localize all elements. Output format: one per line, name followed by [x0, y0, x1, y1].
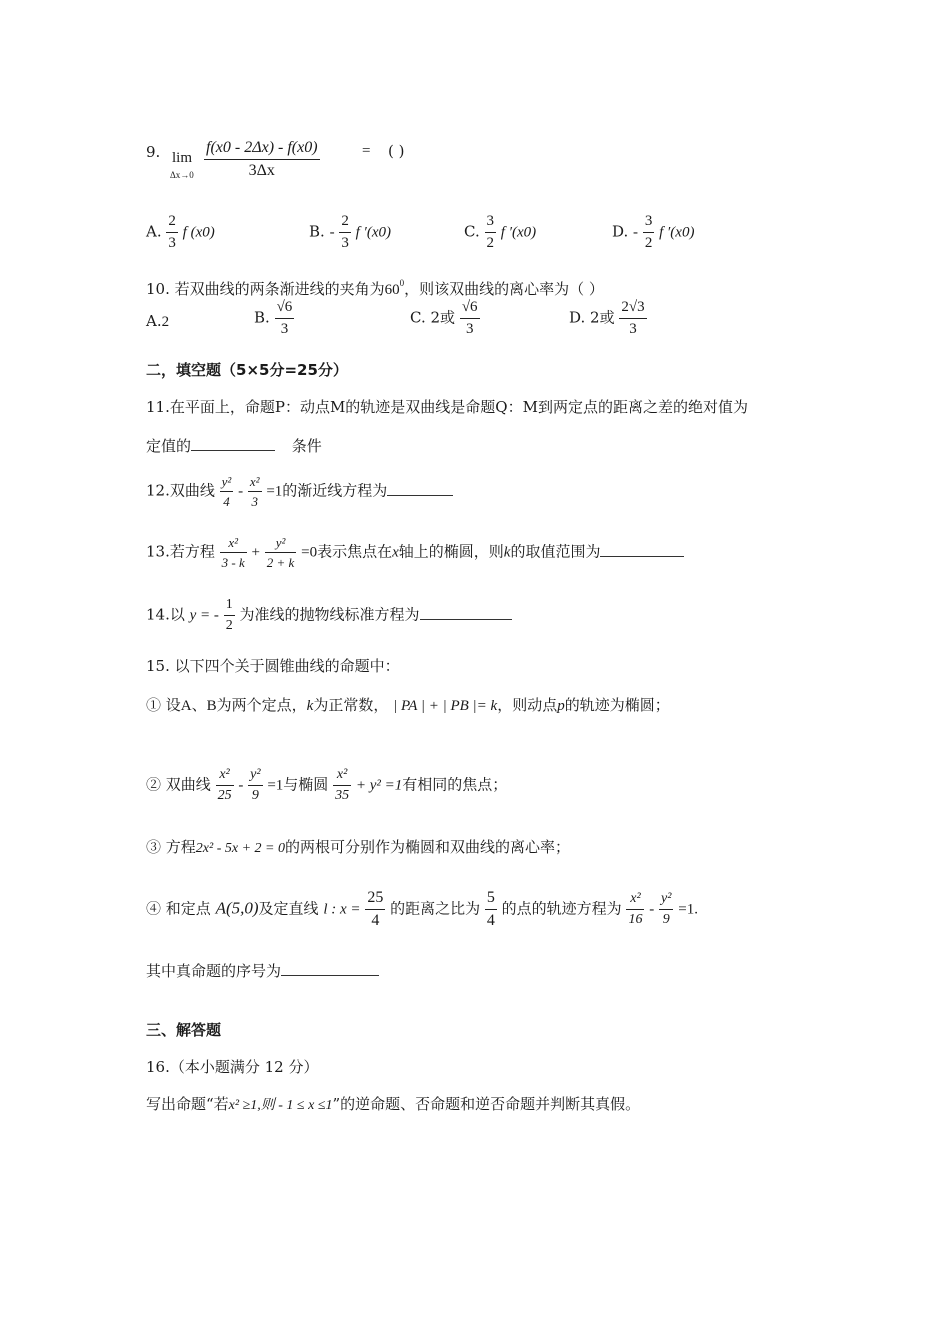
s4-eq: =1 [678, 901, 695, 918]
q14-suffix: 为准线的抛物线标准方程为 [239, 605, 420, 624]
s2-f2-num: y² [248, 768, 262, 786]
q14-f-num: 1 [224, 598, 235, 616]
option-expr: f ′(x0) [659, 224, 695, 241]
option-label: A. [146, 312, 162, 330]
q9-option-a [146, 214, 215, 251]
option-den: 2 [644, 235, 653, 251]
s4-f2-num: 5 [485, 890, 497, 910]
s3-text: ③ 方程 [146, 838, 196, 856]
s4-f4-num: y² [659, 892, 673, 910]
q12-f1-den: 4 [223, 494, 230, 509]
section-3-title: 三、解答题 [146, 1021, 222, 1039]
option-expr: f (x0) [182, 224, 215, 241]
q9-option-c [464, 214, 536, 251]
q10-option-c [410, 300, 480, 337]
q9-fraction [204, 140, 320, 179]
option-label: D. [569, 308, 586, 327]
option-den: 3 [168, 235, 176, 251]
s4-text4: 的点的轨迹方程为 [501, 899, 622, 918]
q9-lim-sub: Δx→0 [170, 170, 194, 180]
q16-text2: ”的逆命题、否命题和逆否命题并判断其真假。 [332, 1095, 641, 1113]
s4-f4-den: 9 [662, 912, 670, 927]
option-den: 3 [629, 321, 637, 337]
q13-suffix: 的取值范围为 [510, 542, 601, 561]
s1-points: A、B [180, 698, 217, 714]
q14-prefix: 14.以 [146, 605, 185, 624]
s1-text2: 为两个定点， [216, 696, 307, 714]
option-label: C. [464, 222, 480, 241]
s1-text: ① 设 [146, 696, 181, 714]
s4-f1-den: 4 [371, 912, 380, 929]
q11-blank[interactable] [191, 436, 275, 451]
s4-text2: 及定直线 [258, 899, 319, 918]
s2-f3-num: x² [333, 768, 351, 786]
s4-dot: . [694, 901, 698, 918]
option-num: √6 [275, 300, 295, 319]
q14-stem [146, 598, 512, 633]
q12-stem [146, 475, 453, 508]
option-prefix: 2或 [590, 308, 615, 327]
q9-denominator: 3Δx [248, 162, 275, 179]
q13-f2-num: y² [265, 536, 297, 553]
q9-option-d [612, 214, 694, 251]
option-expr: f ′(x0) [355, 224, 391, 241]
s2-text: ② 双曲线 [146, 775, 211, 794]
s4-point: A(5,0) [215, 898, 259, 918]
q10-option-b [254, 300, 294, 337]
q13-eq: =0 [301, 544, 318, 561]
q10-option-a [146, 312, 169, 331]
q10-stem [146, 273, 604, 300]
option-den: 2 [486, 235, 494, 251]
option-label: B. [254, 308, 270, 327]
option-sign: - [633, 224, 639, 241]
q13-plus: + [251, 544, 260, 561]
s4-f2-den: 4 [486, 912, 495, 929]
q13-prefix: 13.若方程 [146, 542, 215, 561]
option-num: 2 [166, 214, 178, 233]
q12-eq: =1 [266, 483, 283, 500]
option-label: A. [146, 222, 162, 241]
q13-k: k [503, 544, 511, 561]
s3-equation: 2x² - 5x + 2 = 0 [195, 841, 285, 856]
option-label: C. [410, 308, 426, 327]
q15-intro: 15. 以下四个关于圆锥曲线的命题中： [146, 657, 400, 675]
q10-angle-sup: 0 [399, 278, 405, 288]
q16-math: x² ≥1,则 - 1 ≤ x ≤1 [228, 1098, 333, 1113]
q10-angle: 60 [384, 282, 400, 298]
option-den: 3 [341, 235, 349, 251]
q9-lim: lim [172, 150, 193, 166]
q9-numerator: f(x0 - 2Δx) - f(x0) [204, 140, 320, 160]
q14-blank[interactable] [420, 605, 512, 620]
s4-line: l : x = [323, 901, 361, 918]
option-num: 3 [485, 214, 497, 233]
s4-f3-num: x² [626, 892, 644, 910]
option-num: 2√3 [619, 300, 646, 319]
q12-prefix: 12.双曲线 [146, 481, 215, 500]
q15-statement-3 [146, 837, 570, 859]
q13-stem [146, 536, 684, 569]
q11-suffix: 条件 [291, 437, 322, 455]
option-num: 3 [643, 214, 655, 233]
q12-blank[interactable] [387, 481, 453, 496]
s2-f2-den: 9 [251, 788, 259, 803]
s2-f1-num: x² [216, 768, 234, 786]
q14-f-den: 2 [225, 618, 233, 633]
q13-blank[interactable] [600, 542, 684, 557]
q9-eq: = [362, 143, 371, 159]
s4-text: ④ 和定点 [146, 899, 211, 918]
q12-minus: - [238, 483, 244, 500]
q15-answer-label: 其中真命题的序号为 [146, 962, 282, 980]
option-label: B. [309, 222, 325, 241]
q13-f1-num: x² [220, 536, 247, 553]
q13-f1-den: 3 - k [221, 555, 245, 570]
q9-option-b [309, 214, 391, 251]
s4-f3-den: 16 [628, 912, 643, 927]
s2-f3-den: 35 [335, 788, 350, 803]
option-expr: f ′(x0) [500, 224, 537, 241]
q11-text: 定值的 [146, 437, 192, 455]
q11-line1: 11.在平面上，命题P：动点M的轨迹是双曲线是命题Q：M到两定点的距离之差的绝对值为 [146, 398, 748, 416]
q13-axis: x [392, 544, 399, 561]
q16-head: 16.（本小题满分 12 分） [146, 1058, 319, 1076]
option-prefix: 2或 [430, 308, 456, 327]
s2-eq: =1 [267, 777, 284, 794]
q10-text-before: 10. 若双曲线的两条渐进线的夹角为 [146, 280, 385, 298]
s4-minus: - [649, 901, 655, 918]
q10-option-d [569, 300, 647, 337]
s1-p: p [557, 698, 565, 714]
q16-text: 写出命题“若 [146, 1095, 229, 1113]
s4-text3: 的距离之比为 [390, 899, 481, 918]
q11-line2 [146, 436, 322, 456]
q12-f1-num: y² [220, 475, 234, 492]
q13-mid2: 轴上的椭圆，则 [398, 542, 504, 561]
s2-text3: 有相同的焦点； [402, 775, 508, 794]
s1-text5: 的轨迹为椭圆； [564, 696, 670, 714]
s2-text2: 与椭圆 [283, 775, 329, 794]
s1-text3: 为正常数， [313, 696, 389, 714]
section-2-title: 二，填空题（5×5分=25分） [146, 361, 348, 379]
q15-blank[interactable] [281, 961, 379, 976]
q10-text-after: ，则该双曲线的离心率为（ ） [404, 280, 604, 298]
s1-text4: ，则动点 [497, 696, 558, 714]
s4-f1-num: 25 [365, 890, 385, 910]
s1-k: k [306, 698, 314, 714]
q14-lhs: y = - [189, 607, 219, 624]
s1-equation: | PA | + | PB |= k [393, 698, 498, 714]
q16-body [146, 1094, 640, 1116]
option-den: 3 [465, 321, 474, 337]
q13-f2-den: 2 + k [266, 555, 295, 570]
option-label: D. [612, 222, 629, 241]
option-sign: - [329, 224, 335, 241]
q12-f2-den: 3 [251, 494, 258, 509]
option-num: √6 [460, 300, 480, 319]
q15-statement-1 [146, 695, 670, 716]
q13-mid: 表示焦点在 [317, 542, 393, 561]
q15-statement-2 [146, 768, 507, 803]
option-num: 2 [339, 214, 351, 233]
option-value: 2 [161, 314, 170, 330]
q12-f2-num: x² [248, 475, 262, 492]
q15-answer [146, 961, 379, 981]
s2-f1-den: 25 [217, 788, 232, 803]
q9-paren: ( ) [388, 142, 405, 160]
q12-suffix: 的渐近线方程为 [282, 481, 388, 500]
option-den: 3 [280, 321, 289, 337]
s3-text2: 的两根可分别作为椭圆和双曲线的离心率； [284, 838, 570, 856]
q9-number: 9. [146, 143, 161, 161]
s2-plus-term: + y² =1 [355, 777, 403, 794]
s2-minus: - [238, 777, 244, 794]
q15-statement-4 [146, 890, 698, 929]
